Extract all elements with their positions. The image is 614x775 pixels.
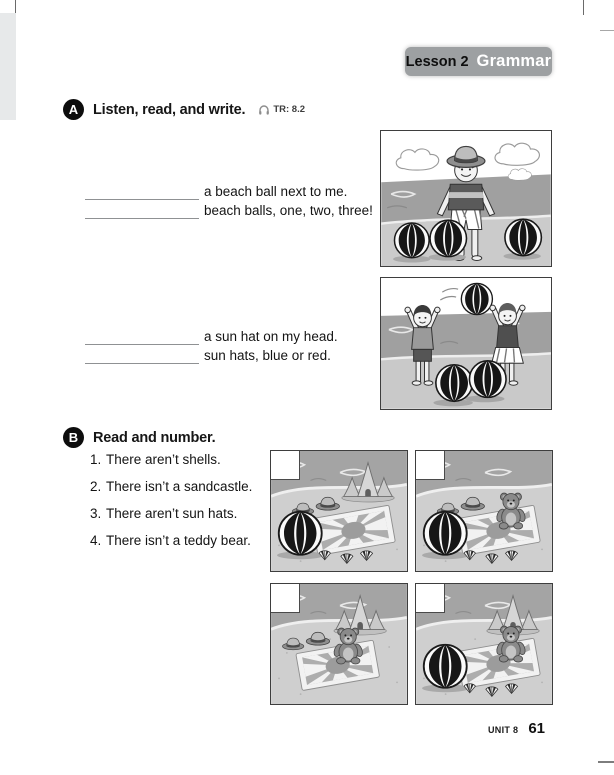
crop-mark <box>583 0 584 15</box>
lesson-badge <box>405 47 552 76</box>
unit-label: UNIT 8 <box>488 725 519 735</box>
crop-mark <box>600 30 614 31</box>
item-text: There aren’t sun hats. <box>106 506 238 521</box>
beach-ball-icon <box>424 645 467 688</box>
item-number: 2. <box>90 479 102 494</box>
item-text: There isn’t a teddy bear. <box>106 533 251 548</box>
write-in-blank[interactable] <box>85 184 199 200</box>
fill-row <box>85 345 338 365</box>
exercise-b-title: Read and number. <box>93 429 216 446</box>
exercise-b-list <box>90 452 252 560</box>
fill-row <box>85 200 373 220</box>
write-in-blank[interactable] <box>85 329 199 345</box>
picture-no-shells <box>270 583 408 705</box>
sea <box>381 312 551 359</box>
sentence-text: beach balls, one, two, three! <box>204 203 373 218</box>
beach-ball-icon <box>279 512 322 555</box>
list-item <box>90 506 252 522</box>
item-text: There isn’t a sandcastle. <box>106 479 253 494</box>
answer-box[interactable] <box>416 584 445 613</box>
sentence-text: a sun hat on my head. <box>204 328 338 344</box>
exercise-a-title: Listen, read, and write. <box>93 101 246 118</box>
headphones-icon <box>258 104 270 116</box>
beach-ball-icon <box>505 219 541 255</box>
page-footer <box>440 720 545 737</box>
item-number: 3. <box>90 506 102 521</box>
item-number: 4. <box>90 533 102 548</box>
fill-row <box>85 325 338 345</box>
answer-box[interactable] <box>271 451 300 480</box>
beach-ball-icon <box>430 220 466 256</box>
exercise-letter-badge: B <box>63 427 84 448</box>
lesson-number: Lesson 2 <box>405 53 469 70</box>
picture-no-sun-hats <box>415 583 553 705</box>
picture-kids-throwing-ball <box>380 277 552 410</box>
exercise-letter-badge: A <box>63 99 84 120</box>
picture-no-sandcastle <box>415 450 553 572</box>
fill-in-block-2 <box>85 325 338 364</box>
page-number: 61 <box>528 720 545 737</box>
answer-box[interactable] <box>416 451 445 480</box>
picture-boy-beach-balls <box>380 130 552 267</box>
crop-mark <box>598 761 614 763</box>
lesson-title: Grammar <box>476 52 552 70</box>
sentence-text: sun hats, blue or red. <box>204 348 331 363</box>
item-text: There aren’t shells. <box>106 452 221 467</box>
write-in-blank[interactable] <box>85 348 199 364</box>
write-in-blank[interactable] <box>85 203 199 219</box>
beach-ball-icon <box>469 361 506 398</box>
beach-ball-icon <box>461 283 492 314</box>
picture-no-teddy-bear <box>270 450 408 572</box>
answer-box[interactable] <box>271 584 300 613</box>
audio-track-label: TR: 8.2 <box>273 104 306 115</box>
page-edge-tab <box>0 13 16 120</box>
crop-mark <box>15 0 16 13</box>
beach-ball-icon <box>436 365 473 402</box>
audio-track <box>258 104 305 116</box>
list-item <box>90 479 252 495</box>
fill-in-block-1 <box>85 180 373 219</box>
exercise-a-header <box>63 99 305 120</box>
beach-ball-icon <box>424 512 467 555</box>
list-item <box>90 452 252 468</box>
sentence-text: a beach ball next to me. <box>204 183 348 199</box>
exercise-b-header <box>63 427 216 448</box>
beach-ball-icon <box>394 223 429 258</box>
item-number: 1. <box>90 452 102 467</box>
list-item <box>90 533 252 549</box>
fill-row <box>85 180 373 200</box>
